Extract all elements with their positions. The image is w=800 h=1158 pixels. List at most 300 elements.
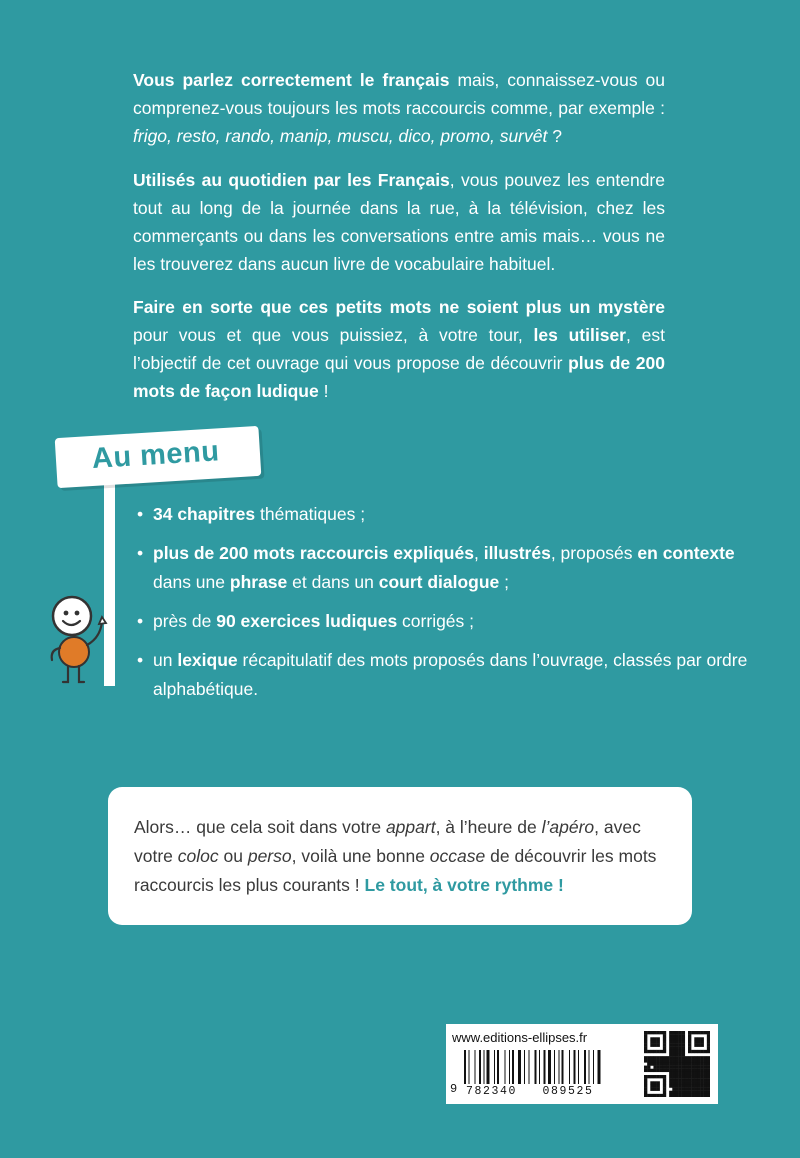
qr-module: [682, 1037, 685, 1040]
qr-module: [707, 1059, 710, 1062]
qr-module: [675, 1075, 678, 1078]
qr-module: [679, 1081, 682, 1084]
qr-module: [672, 1084, 675, 1087]
closing-segment: Alors… que cela soit dans votre: [134, 817, 386, 837]
qr-module: [657, 1040, 660, 1043]
qr-module: [644, 1031, 647, 1034]
character-body: [59, 637, 89, 667]
qr-module: [694, 1044, 697, 1047]
qr-module: [650, 1059, 653, 1062]
qr-module: [707, 1088, 710, 1091]
qr-module: [672, 1050, 675, 1053]
barcode-bar: [535, 1050, 537, 1084]
qr-module: [644, 1056, 647, 1059]
qr-module: [675, 1037, 678, 1040]
qr-module: [688, 1088, 691, 1091]
qr-module: [701, 1037, 704, 1040]
qr-module: [682, 1072, 685, 1075]
intro-paragraph-3: [133, 293, 665, 405]
qr-module: [663, 1066, 666, 1069]
qr-module: [691, 1078, 694, 1081]
qr-module: [653, 1069, 656, 1072]
qr-module: [707, 1072, 710, 1075]
character-leg-right: [79, 666, 84, 682]
qr-module: [694, 1031, 697, 1034]
qr-module: [682, 1050, 685, 1053]
qr-module: [697, 1040, 700, 1043]
qr-module: [701, 1072, 704, 1075]
qr-module: [663, 1091, 666, 1094]
qr-module: [697, 1094, 700, 1097]
qr-module: [704, 1075, 707, 1078]
qr-module: [669, 1072, 672, 1075]
intro-p1-end: ?: [547, 126, 562, 146]
qr-module: [704, 1078, 707, 1081]
qr-module: [704, 1081, 707, 1084]
barcode-bar: [593, 1050, 594, 1084]
qr-module: [682, 1066, 685, 1069]
qr-module: [650, 1094, 653, 1097]
qr-module: [701, 1094, 704, 1097]
intro-p2-text: , vous pouvez les entendre tout au long de la journée dans la rue, à la télévision, chez les commerçants ou dans les conversations entre amis mais… vous ne les trouverez dans aucun livre de vocabulaire habituel.: [133, 170, 665, 274]
qr-module: [669, 1056, 672, 1059]
qr-module: [647, 1062, 650, 1065]
qr-module: [675, 1094, 678, 1097]
barcode-bar: [539, 1050, 540, 1084]
qr-module: [704, 1031, 707, 1034]
qr-module: [644, 1075, 647, 1078]
closing-segment: , à l’heure de: [435, 817, 542, 837]
qr-module: [704, 1091, 707, 1094]
qr-module: [663, 1037, 666, 1040]
qr-module: [666, 1056, 669, 1059]
qr-module: [679, 1084, 682, 1087]
qr-module: [679, 1037, 682, 1040]
qr-module: [653, 1040, 656, 1043]
qr-module: [669, 1034, 672, 1037]
qr-module: [679, 1040, 682, 1043]
menu-item-text: ,: [473, 543, 484, 563]
qr-module: [688, 1069, 691, 1072]
qr-module: [650, 1062, 653, 1065]
intro-p1-text: mais, connaissez-vous ou comprenez-vous toujours les mots raccourcis comme, par exemple :: [133, 70, 665, 118]
qr-module: [675, 1066, 678, 1069]
menu-item-bold: phrase: [229, 572, 288, 592]
qr-module: [694, 1062, 697, 1065]
menu-item-lexique: [137, 646, 757, 704]
qr-module: [663, 1031, 666, 1034]
qr-module: [679, 1034, 682, 1037]
qr-module: [660, 1094, 663, 1097]
qr-module: [701, 1084, 704, 1087]
qr-module: [685, 1091, 688, 1094]
qr-module: [704, 1094, 707, 1097]
qr-module: [653, 1094, 656, 1097]
qr-module: [691, 1088, 694, 1091]
qr-module: [666, 1069, 669, 1072]
qr-module: [691, 1050, 694, 1053]
qr-module: [679, 1075, 682, 1078]
barcode-bar: [494, 1050, 495, 1084]
qr-module: [682, 1075, 685, 1078]
barcode-box: [446, 1024, 718, 1104]
qr-module: [707, 1034, 710, 1037]
qr-module: [682, 1059, 685, 1062]
isbn-barcode: [464, 1050, 636, 1086]
qr-module: [682, 1094, 685, 1097]
qr-module: [682, 1084, 685, 1087]
menu-item-text: , proposés: [550, 543, 638, 563]
qr-module: [701, 1091, 704, 1094]
qr-module: [644, 1069, 647, 1072]
qr-module: [653, 1066, 656, 1069]
qr-module: [653, 1044, 656, 1047]
qr-module: [685, 1088, 688, 1091]
closing-box: [108, 787, 692, 925]
qr-module: [682, 1062, 685, 1065]
qr-module: [701, 1050, 704, 1053]
qr-module: [697, 1088, 700, 1091]
qr-module: [691, 1081, 694, 1084]
qr-module: [688, 1078, 691, 1081]
menu-item-text: récapitulatif des mots proposés dans l’ouvrage, classés par ordre alphabétique.: [153, 650, 748, 699]
qr-module: [663, 1094, 666, 1097]
qr-module: [701, 1069, 704, 1072]
qr-module: [644, 1088, 647, 1091]
qr-module: [657, 1094, 660, 1097]
qr-module: [644, 1094, 647, 1097]
qr-module: [672, 1091, 675, 1094]
qr-module: [669, 1081, 672, 1084]
barcode-bar: [562, 1050, 564, 1084]
qr-module: [688, 1050, 691, 1053]
qr-module: [663, 1075, 666, 1078]
qr-module: [679, 1078, 682, 1081]
qr-module: [679, 1050, 682, 1053]
qr-module: [682, 1044, 685, 1047]
qr-module: [653, 1037, 656, 1040]
qr-module: [672, 1040, 675, 1043]
menu-item-bold: lexique: [177, 650, 238, 670]
barcode-bar: [548, 1050, 551, 1084]
qr-module: [691, 1069, 694, 1072]
character-head: [53, 597, 91, 635]
qr-module: [647, 1066, 650, 1069]
closing-italic: occase: [429, 846, 486, 866]
qr-module: [694, 1094, 697, 1097]
qr-module: [688, 1091, 691, 1094]
qr-module: [647, 1056, 650, 1059]
qr-module: [666, 1059, 669, 1062]
qr-module: [701, 1059, 704, 1062]
qr-module: [707, 1031, 710, 1034]
qr-module: [644, 1084, 647, 1087]
qr-module: [657, 1056, 660, 1059]
qr-module: [660, 1031, 663, 1034]
qr-module: [685, 1094, 688, 1097]
isbn-lead-digit: 9: [450, 1082, 458, 1096]
qr-module: [704, 1066, 707, 1069]
menu-item-bold: 90 exercices ludiques: [216, 611, 398, 631]
barcode-bar: [512, 1050, 514, 1084]
intro-p3-text-2: , est l’objectif de cet ouvrage qui vous propose de découvrir: [133, 325, 665, 373]
barcode-bar: [524, 1050, 525, 1084]
qr-module: [650, 1081, 653, 1084]
qr-module: [697, 1066, 700, 1069]
qr-module: [669, 1040, 672, 1043]
qr-module: [688, 1040, 691, 1043]
qr-module: [707, 1084, 710, 1087]
qr-module: [672, 1031, 675, 1034]
qr-module: [685, 1059, 688, 1062]
qr-module: [657, 1069, 660, 1072]
qr-module: [707, 1094, 710, 1097]
publisher-url[interactable]: www.editions-ellipses.fr: [452, 1030, 588, 1045]
qr-module: [647, 1069, 650, 1072]
qr-module: [672, 1069, 675, 1072]
qr-module: [691, 1075, 694, 1078]
qr-module: [679, 1088, 682, 1091]
qr-module: [666, 1066, 669, 1069]
qr-module: [682, 1034, 685, 1037]
qr-module: [657, 1062, 660, 1065]
barcode-bar: [487, 1050, 490, 1084]
qr-module: [704, 1084, 707, 1087]
qr-module: [672, 1034, 675, 1037]
menu-item-text: dans une: [153, 572, 230, 592]
qr-module: [675, 1034, 678, 1037]
qr-module: [653, 1075, 656, 1078]
menu-item-exercices: [137, 607, 757, 636]
qr-module: [679, 1056, 682, 1059]
qr-module: [682, 1053, 685, 1056]
qr-module: [669, 1044, 672, 1047]
qr-module: [707, 1078, 710, 1081]
bullet: •: [137, 504, 144, 524]
character-eye-left: [64, 611, 69, 616]
qr-module: [644, 1091, 647, 1094]
barcode-bar: [578, 1050, 579, 1084]
qr-module: [704, 1069, 707, 1072]
qr-module: [704, 1056, 707, 1059]
qr-module: [669, 1062, 672, 1065]
menu-item-bold: en contexte: [637, 543, 735, 563]
qr-module: [647, 1050, 650, 1053]
character-eye-right: [75, 611, 80, 616]
qr-module: [707, 1047, 710, 1050]
qr-module: [669, 1050, 672, 1053]
qr-module: [669, 1094, 672, 1097]
qr-module: [697, 1081, 700, 1084]
qr-module: [701, 1081, 704, 1084]
qr-module: [669, 1053, 672, 1056]
qr-module: [653, 1088, 656, 1091]
qr-module: [691, 1094, 694, 1097]
qr-module: [644, 1081, 647, 1084]
qr-module: [707, 1050, 710, 1053]
qr-module: [650, 1037, 653, 1040]
qr-module: [688, 1062, 691, 1065]
barcode-bar: [509, 1050, 510, 1084]
intro-p3-bold-2: les utiliser: [533, 325, 626, 345]
qr-module: [691, 1062, 694, 1065]
qr-module: [672, 1053, 675, 1056]
bullet: •: [137, 611, 144, 631]
qr-module: [697, 1084, 700, 1087]
intro-p3-text-3: !: [318, 381, 329, 401]
qr-module: [669, 1059, 672, 1062]
qr-module: [694, 1078, 697, 1081]
qr-module: [675, 1084, 678, 1087]
qr-module: [653, 1062, 656, 1065]
qr-module: [675, 1047, 678, 1050]
qr-module: [650, 1084, 653, 1087]
menu-item-mots: [137, 539, 757, 597]
qr-module: [685, 1056, 688, 1059]
qr-module: [650, 1075, 653, 1078]
qr-module: [697, 1072, 700, 1075]
qr-module: [682, 1078, 685, 1081]
barcode-bar: [497, 1050, 499, 1084]
qr-module: [672, 1066, 675, 1069]
qr-module: [657, 1059, 660, 1062]
menu-item-text: thématiques ;: [255, 504, 366, 524]
qr-module: [669, 1078, 672, 1081]
qr-module: [701, 1031, 704, 1034]
qr-module: [704, 1059, 707, 1062]
qr-module: [650, 1031, 653, 1034]
qr-module: [697, 1031, 700, 1034]
qr-module: [694, 1040, 697, 1043]
qr-module: [675, 1059, 678, 1062]
qr-module: [679, 1072, 682, 1075]
qr-module: [660, 1066, 663, 1069]
qr-module: [697, 1091, 700, 1094]
qr-module: [663, 1078, 666, 1081]
qr-module: [694, 1050, 697, 1053]
qr-module: [647, 1075, 650, 1078]
qr-module: [669, 1037, 672, 1040]
qr-module: [701, 1078, 704, 1081]
closing-segment: , avec votre: [134, 817, 641, 866]
barcode-bar: [574, 1050, 576, 1084]
character-hand: [99, 617, 106, 624]
barcode-bar: [529, 1050, 530, 1084]
intro-p1-bold: Vous parlez correctement le français: [133, 70, 450, 90]
qr-module: [672, 1081, 675, 1084]
qr-module: [697, 1078, 700, 1081]
qr-module: [682, 1047, 685, 1050]
qr-module: [685, 1066, 688, 1069]
qr-module: [675, 1031, 678, 1034]
qr-module: [688, 1084, 691, 1087]
qr-module: [688, 1066, 691, 1069]
qr-module: [650, 1040, 653, 1043]
qr-module: [675, 1088, 678, 1091]
qr-module: [657, 1050, 660, 1053]
qr-module: [657, 1081, 660, 1084]
qr-module: [691, 1084, 694, 1087]
qr-module: [688, 1037, 691, 1040]
qr-module: [701, 1066, 704, 1069]
qr-module: [679, 1059, 682, 1062]
qr-module: [682, 1040, 685, 1043]
qr-module: [685, 1084, 688, 1087]
character-leg-left: [63, 666, 68, 682]
qr-module: [644, 1059, 647, 1062]
qr-module: [688, 1034, 691, 1037]
menu-sign: [55, 426, 262, 488]
qr-module: [682, 1069, 685, 1072]
qr-module: [672, 1056, 675, 1059]
qr-module: [672, 1094, 675, 1097]
qr-module: [672, 1062, 675, 1065]
qr-module: [707, 1091, 710, 1094]
qr-module: [704, 1050, 707, 1053]
qr-module: [672, 1078, 675, 1081]
qr-module: [694, 1059, 697, 1062]
qr-module: [672, 1072, 675, 1075]
qr-module: [644, 1044, 647, 1047]
qr-module: [704, 1088, 707, 1091]
barcode-bar: [479, 1050, 481, 1084]
closing-segment: , voilà une bonne: [291, 846, 430, 866]
qr-module: [688, 1072, 691, 1075]
qr-module: [663, 1056, 666, 1059]
qr-module: [653, 1059, 656, 1062]
qr-module: [694, 1056, 697, 1059]
barcode-bar: [559, 1050, 560, 1084]
qr-module: [663, 1069, 666, 1072]
closing-segment: ou: [218, 846, 248, 866]
qr-module: [697, 1056, 700, 1059]
qr-module: [701, 1088, 704, 1091]
qr-module: [688, 1047, 691, 1050]
qr-module: [707, 1056, 710, 1059]
qr-module: [653, 1081, 656, 1084]
qr-module: [679, 1044, 682, 1047]
qr-module: [657, 1088, 660, 1091]
qr-module: [644, 1050, 647, 1053]
bullet: •: [137, 543, 144, 563]
menu-item-text: près de: [153, 611, 217, 631]
qr-module: [688, 1094, 691, 1097]
menu-item-chapitres: [137, 500, 757, 529]
qr-module: [707, 1066, 710, 1069]
qr-module: [688, 1044, 691, 1047]
qr-module: [660, 1062, 663, 1065]
qr-module: [663, 1084, 666, 1087]
qr-module: [657, 1044, 660, 1047]
qr-module: [653, 1056, 656, 1059]
closing-italic: l’apéro: [541, 817, 595, 837]
qr-module: [694, 1066, 697, 1069]
qr-module: [688, 1031, 691, 1034]
qr-module: [682, 1056, 685, 1059]
menu-item-bold: 34 chapitres: [153, 504, 256, 524]
qr-module: [663, 1047, 666, 1050]
qr-module: [688, 1081, 691, 1084]
menu-list: [137, 500, 757, 714]
qr-module: [701, 1056, 704, 1059]
qr-module: [691, 1066, 694, 1069]
barcode-bar: [569, 1050, 570, 1084]
menu-title: Au menu: [91, 435, 221, 476]
qr-module: [704, 1072, 707, 1075]
barcode-bar: [544, 1050, 546, 1084]
qr-module: [691, 1056, 694, 1059]
qr-module: [679, 1047, 682, 1050]
